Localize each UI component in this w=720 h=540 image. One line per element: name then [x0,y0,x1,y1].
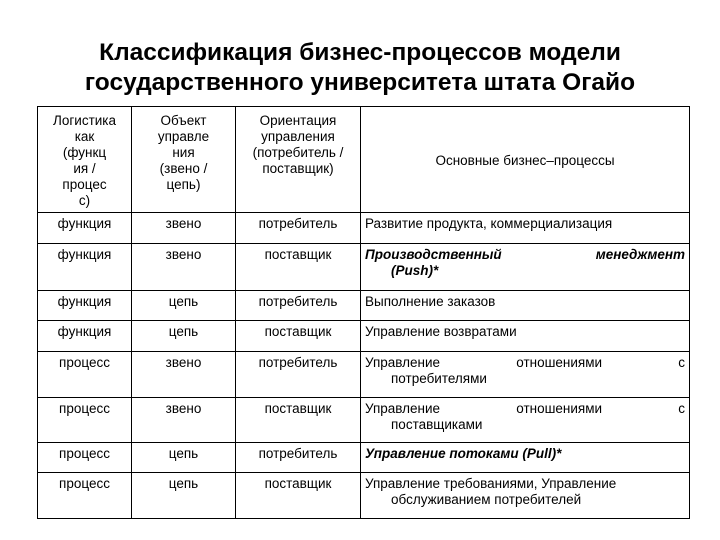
table-row [38,291,690,321]
cell-logistics: функция [38,244,132,291]
cell-process: Управление отношениями с потребителями [361,352,690,398]
header-logistics: Логистика как (функц ия / процес с) [38,107,132,213]
cell-orientation: поставщик [236,398,361,443]
cell-logistics: функция [38,321,132,352]
cell-orientation: поставщик [236,244,361,291]
cell-object: цепь [132,291,236,321]
header-processes: Основные бизнес–процессы [361,107,690,213]
cell-orientation: потребитель [236,443,361,473]
cell-orientation: потребитель [236,352,361,398]
cell-object: звено [132,213,236,244]
slide-title [0,38,720,98]
process-classification-table [37,106,690,519]
cell-object: звено [132,352,236,398]
header-object: Объект управле ния (звено / цепь) [132,107,236,213]
cell-orientation: потребитель [236,291,361,321]
cell-process: Выполнение заказов [361,291,690,321]
cell-process: Развитие продукта, коммерциализация [361,213,690,244]
cell-process: Управление потоками (Pull)* [361,443,690,473]
table-row [38,473,690,519]
cell-process: Управление возвратами [361,321,690,352]
header-orientation: Ориентация управления (потребитель / поставщик) [236,107,361,213]
cell-process: Управление отношениями с поставщиками [361,398,690,443]
cell-object: цепь [132,321,236,352]
cell-object: звено [132,244,236,291]
cell-logistics: функция [38,213,132,244]
cell-logistics: функция [38,291,132,321]
header-row [38,107,690,213]
title-line-1: Классификация бизнес-процессов модели [99,39,621,66]
table-row [38,321,690,352]
cell-logistics: процесс [38,443,132,473]
table-row [38,398,690,443]
table-row [38,443,690,473]
cell-process: Управление требованиями, Управление обслуживанием потребителей [361,473,690,519]
table-row [38,352,690,398]
table-row [38,244,690,291]
cell-logistics: процесс [38,352,132,398]
cell-orientation: потребитель [236,213,361,244]
cell-logistics: процесс [38,473,132,519]
cell-process: Производственный менеджмент (Push)* [361,244,690,291]
table-row [38,213,690,244]
title-line-2: государственного университета штата Огайо [84,69,636,96]
cell-object: цепь [132,443,236,473]
cell-object: звено [132,398,236,443]
cell-object: цепь [132,473,236,519]
cell-orientation: поставщик [236,321,361,352]
cell-logistics: процесс [38,398,132,443]
cell-orientation: поставщик [236,473,361,519]
